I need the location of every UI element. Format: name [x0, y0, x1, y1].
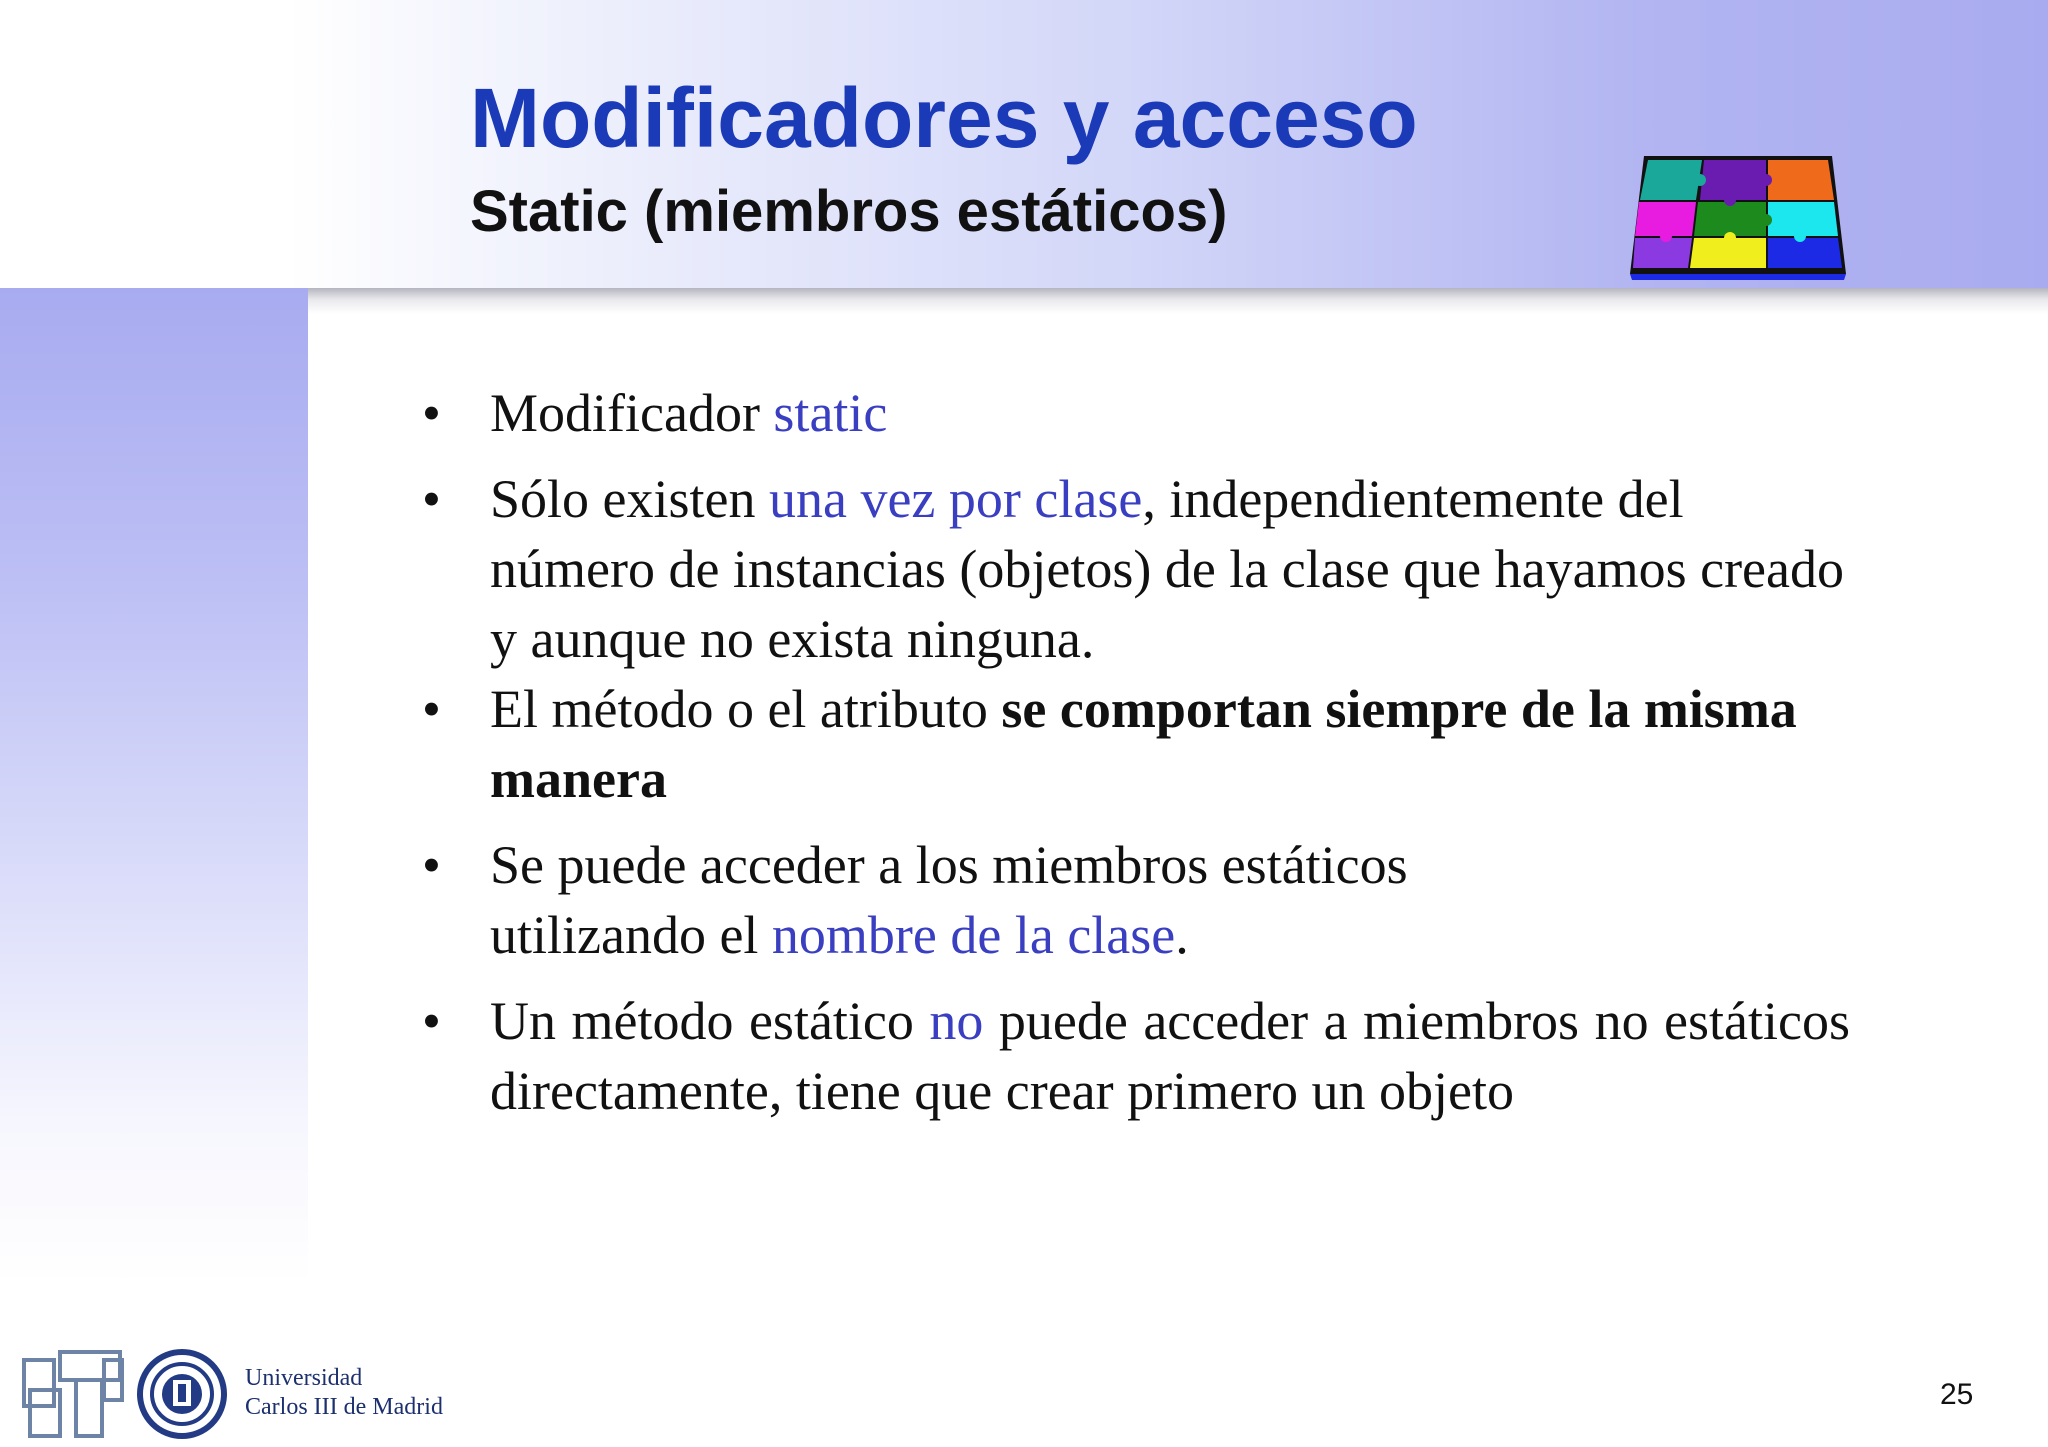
bullet-keyword: no	[929, 991, 984, 1051]
bullet-emphasis: se comportan siempre de la misma manera	[490, 679, 1797, 809]
it-logo	[24, 1352, 122, 1436]
bullet-item	[422, 464, 1850, 674]
university-line1: Universidad	[245, 1365, 363, 1391]
bullet-text: , independientemente del número de instancias (objetos) de la clase que hayamos creado y aunque no exista ninguna.	[490, 469, 1844, 669]
bullet-marker: •	[422, 991, 441, 1051]
bullet-text: Modificador	[490, 383, 774, 443]
bullet-item	[422, 378, 1850, 448]
bullet-marker: •	[422, 469, 441, 529]
bullet-text: Sólo existen	[490, 469, 769, 529]
bullet-text: Un método estático	[490, 991, 930, 1051]
university-line2: Carlos III de Madrid	[245, 1394, 443, 1420]
bullet-keyword: static	[773, 383, 888, 443]
uc3m-seal	[140, 1352, 224, 1436]
bullet-item	[422, 830, 1540, 970]
bullet-keyword: una vez por clase	[769, 469, 1143, 529]
bullet-keyword: nombre de la clase	[771, 905, 1176, 965]
bullet-text: puede acceder a miembros no estáticos directamente, tiene que crear primero un objeto	[490, 991, 1850, 1121]
puzzle-icon	[1630, 150, 1846, 280]
bullet-item	[422, 986, 1850, 1126]
bullet-marker: •	[422, 383, 441, 443]
slide-subtitle: Static (miembros estáticos)	[470, 179, 1228, 244]
bullet-marker: •	[422, 835, 441, 895]
bullet-text: El método o el atributo	[490, 679, 1002, 739]
bullet-item	[422, 674, 1850, 814]
bullet-list	[422, 378, 1850, 1126]
page-number: 25	[1940, 1378, 1974, 1411]
bullet-text: .	[1175, 905, 1189, 965]
bullet-text: Se puede acceder a los miembros estáticos utilizando el	[490, 835, 1408, 965]
left-band	[0, 288, 308, 1447]
bullet-marker: •	[422, 679, 441, 739]
slide-title: Modificadores y acceso	[470, 71, 1418, 165]
university-name	[245, 1364, 443, 1422]
